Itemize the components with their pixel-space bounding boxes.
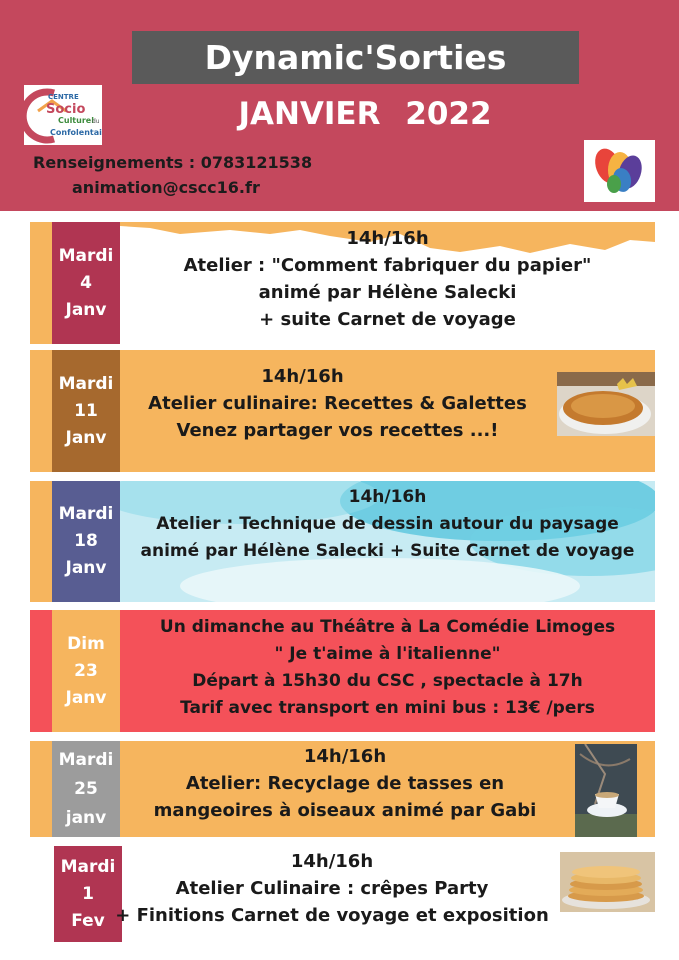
event-line: 14h/16h bbox=[261, 366, 344, 387]
event-row bbox=[30, 222, 655, 344]
page-title: Dynamic'Sorties bbox=[132, 31, 579, 84]
logo-word-culturel: Culturel bbox=[58, 116, 94, 125]
event-line: Atelier culinaire: Recettes & Galettes bbox=[148, 393, 527, 414]
day-number: 25 bbox=[74, 778, 98, 799]
event-details bbox=[120, 741, 570, 824]
event-line: " Je t'aime à l'italienne" bbox=[274, 644, 501, 664]
hands-icon bbox=[584, 140, 655, 202]
event-row bbox=[30, 350, 655, 472]
weekday-label: Mardi bbox=[58, 504, 114, 524]
contact-phone: Renseignements : 0783121538 bbox=[33, 153, 313, 172]
month-label: Janv bbox=[65, 558, 107, 578]
event-line: Atelier : Technique de dessin autour du paysage bbox=[156, 514, 619, 534]
day-number: 23 bbox=[74, 660, 98, 681]
event-line: Un dimanche au Théâtre à La Comédie Limoges bbox=[159, 617, 616, 637]
event-details bbox=[120, 481, 655, 565]
event-details bbox=[120, 350, 555, 444]
event-line: Atelier Culinaire : crêpes Party bbox=[175, 878, 489, 899]
month-label: Janv bbox=[65, 687, 107, 708]
event-details bbox=[115, 846, 572, 929]
month-label: janv bbox=[65, 807, 107, 828]
event-line: 14h/16h bbox=[348, 487, 427, 507]
weekday-label: Dim bbox=[67, 633, 105, 654]
date-badge bbox=[52, 741, 120, 837]
event-line: Atelier: Recyclage de tasses en bbox=[185, 773, 505, 794]
date-badge bbox=[52, 610, 120, 732]
accent-strip bbox=[30, 741, 52, 837]
event-line: animé par Hélène Salecki + Suite Carnet de voyage bbox=[140, 541, 635, 561]
date-badge bbox=[52, 481, 120, 602]
hands-logo bbox=[584, 140, 655, 202]
csc-logo-icon bbox=[24, 85, 102, 145]
event-row bbox=[30, 741, 655, 837]
event-line: animé par Hélène Salecki bbox=[258, 282, 517, 303]
event-line: Venez partager vos recettes ...! bbox=[176, 420, 499, 441]
csc-logo bbox=[24, 85, 102, 145]
logo-word-centre: CENTRE bbox=[48, 93, 79, 101]
weekday-label: Mardi bbox=[58, 749, 114, 770]
logo-word-du: du bbox=[92, 118, 100, 125]
date-badge bbox=[52, 222, 120, 344]
day-number: 18 bbox=[74, 531, 98, 551]
month-heading: JANVIER 2022 bbox=[238, 96, 492, 132]
accent-strip bbox=[30, 222, 52, 344]
event-line: 14h/16h bbox=[346, 228, 429, 249]
event-details bbox=[120, 222, 655, 333]
event-details bbox=[120, 610, 655, 722]
day-number: 11 bbox=[74, 400, 98, 421]
event-row bbox=[30, 846, 655, 942]
event-line: mangeoires à oiseaux animé par Gabi bbox=[153, 800, 537, 821]
header-banner bbox=[0, 0, 679, 211]
event-line: Départ à 15h30 du CSC , spectacle à 17h bbox=[192, 671, 583, 691]
accent-strip bbox=[30, 846, 52, 942]
event-line: 14h/16h bbox=[290, 851, 374, 872]
event-line: Tarif avec transport en mini bus : 13€ /pers bbox=[180, 698, 595, 718]
crepes-photo bbox=[560, 852, 655, 912]
day-number: 1 bbox=[82, 883, 94, 904]
logo-word-socio: Socio bbox=[46, 102, 86, 117]
event-row bbox=[30, 481, 655, 602]
day-number: 4 bbox=[80, 272, 92, 293]
galette-photo bbox=[557, 372, 655, 436]
event-row bbox=[30, 610, 655, 732]
accent-strip bbox=[30, 481, 52, 602]
month-label: Janv bbox=[65, 427, 107, 448]
accent-strip bbox=[30, 610, 52, 732]
month-label: Fev bbox=[71, 910, 105, 931]
logo-word-confolentais: Confolentais bbox=[50, 128, 102, 137]
weekday-label: Mardi bbox=[58, 373, 114, 394]
month-label: Janv bbox=[65, 299, 107, 320]
teacup-feeder-photo bbox=[575, 744, 637, 837]
event-line: 14h/16h bbox=[303, 746, 387, 767]
contact-email[interactable]: animation@cscc16.fr bbox=[72, 178, 260, 197]
accent-strip bbox=[30, 350, 52, 472]
event-line: + suite Carnet de voyage bbox=[259, 309, 516, 330]
event-line: + Finitions Carnet de voyage et exposition bbox=[115, 905, 549, 926]
weekday-label: Mardi bbox=[60, 856, 116, 877]
event-line: Atelier : "Comment fabriquer du papier" bbox=[183, 255, 592, 276]
weekday-label: Mardi bbox=[58, 245, 114, 266]
